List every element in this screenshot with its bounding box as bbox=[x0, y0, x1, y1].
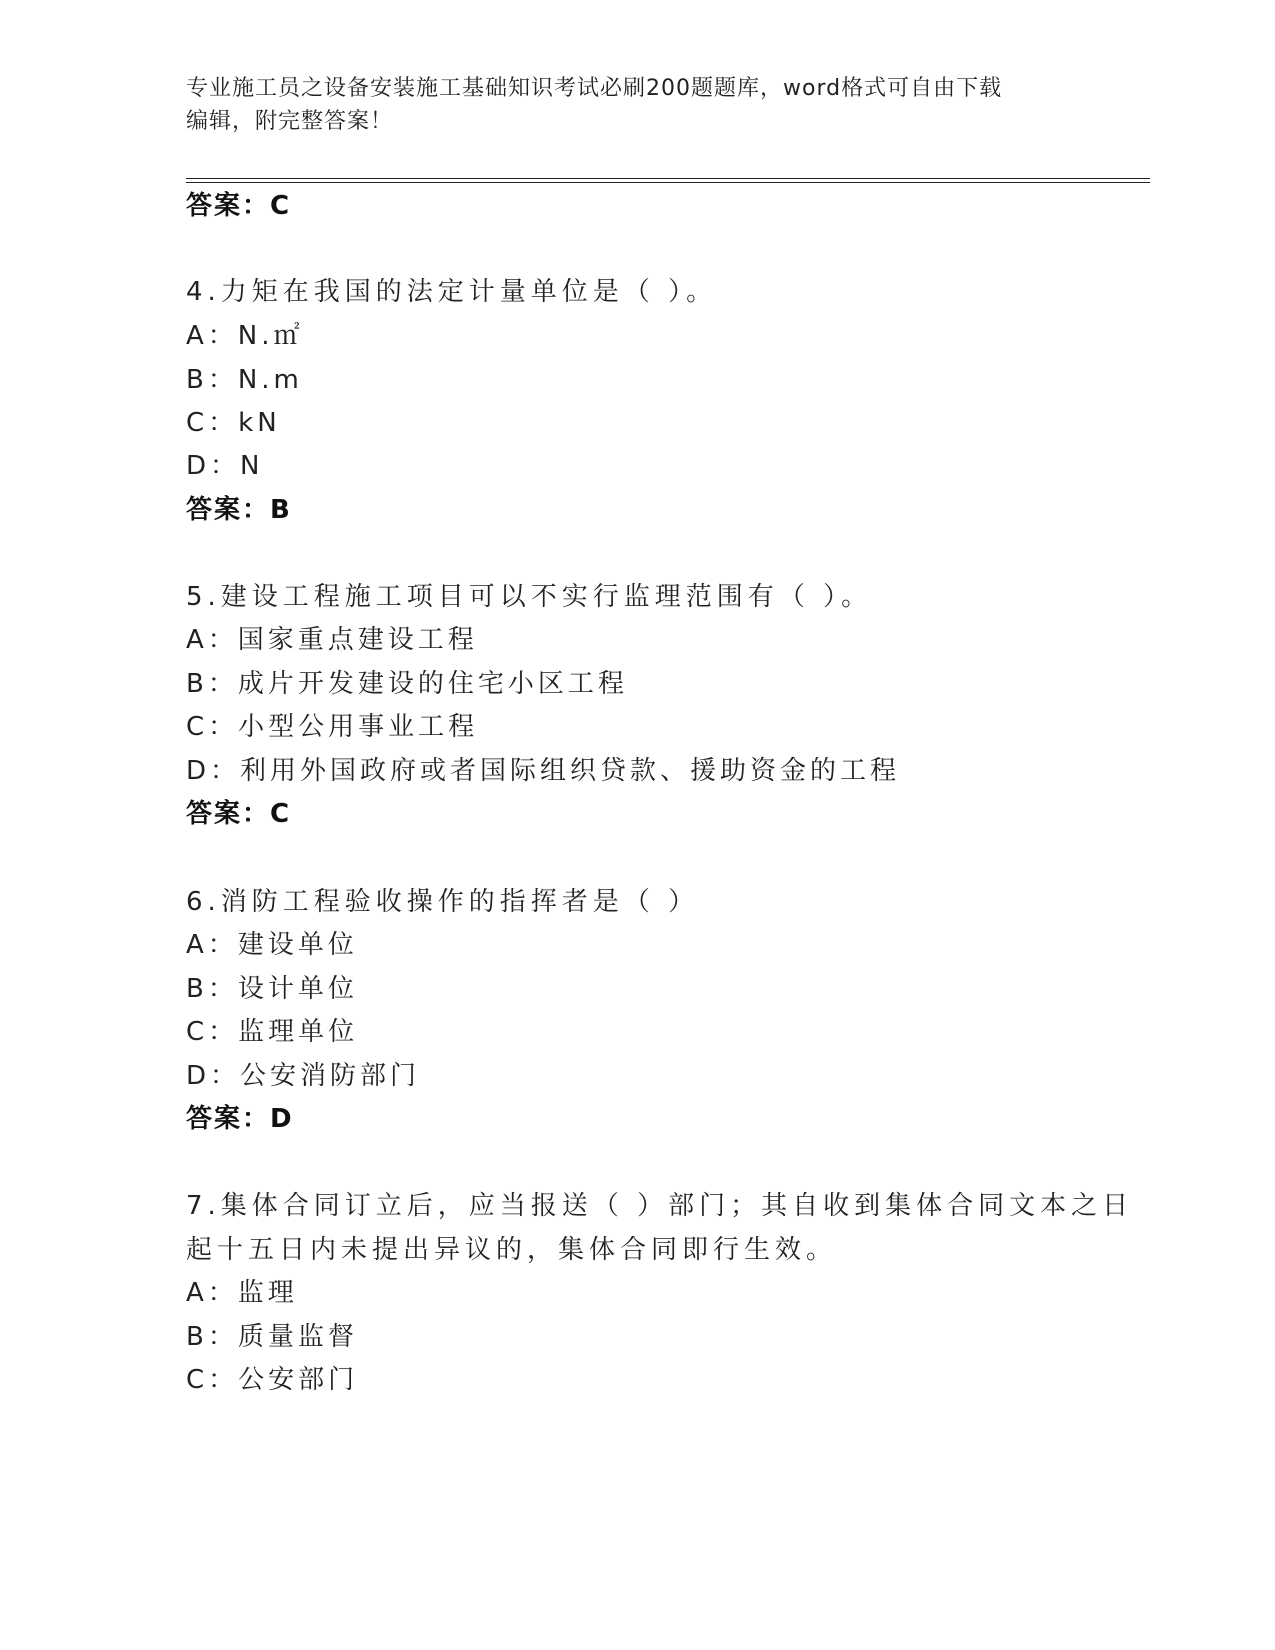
question-4-option-c: C：kN bbox=[186, 408, 281, 438]
question-6-stem: 6.消防工程验收操作的指挥者是（ ） bbox=[186, 887, 700, 917]
header-line-2: 编辑，附完整答案！ bbox=[186, 109, 394, 134]
question-6-option-d: D：公安消防部门 bbox=[186, 1061, 421, 1091]
answer-previous: 答案：C bbox=[186, 191, 292, 221]
question-4-answer: 答案：B bbox=[186, 495, 292, 525]
question-7-option-b: B：质量监督 bbox=[186, 1322, 358, 1352]
question-4-option-d: D：N bbox=[186, 451, 264, 481]
question-6-option-c: C：监理单位 bbox=[186, 1017, 359, 1047]
document-header bbox=[186, 72, 1086, 138]
question-4-option-b: B：N.m bbox=[186, 365, 303, 395]
header-divider-top bbox=[186, 178, 1150, 179]
question-6-answer: 答案：D bbox=[186, 1104, 294, 1134]
question-5-option-a: A：国家重点建设工程 bbox=[186, 625, 478, 655]
question-5-option-b: B：成片开发建设的住宅小区工程 bbox=[186, 669, 628, 699]
question-4-stem: 4.力矩在我国的法定计量单位是（ ）。 bbox=[186, 277, 718, 307]
header-line-1: 专业施工员之设备安装施工基础知识考试必刷200题题库，word格式可自由下载 bbox=[186, 76, 1003, 101]
question-5-answer: 答案：C bbox=[186, 799, 292, 829]
question-4-option-a: A：N.㎡ bbox=[186, 321, 304, 351]
question-6-option-b: B：设计单位 bbox=[186, 974, 358, 1004]
question-7-stem-line-1: 7.集体合同订立后，应当报送（ ）部门；其自收到集体合同文本之日 bbox=[186, 1191, 1134, 1221]
header-divider-bottom bbox=[186, 182, 1150, 183]
question-5-option-c: C：小型公用事业工程 bbox=[186, 712, 479, 742]
question-7-option-c: C：公安部门 bbox=[186, 1365, 359, 1395]
question-7-stem-line-2: 起十五日内未提出异议的，集体合同即行生效。 bbox=[186, 1235, 838, 1265]
question-7-option-a: A：监理 bbox=[186, 1278, 298, 1308]
question-6-option-a: A：建设单位 bbox=[186, 930, 358, 960]
question-5-option-d: D：利用外国政府或者国际组织贷款、援助资金的工程 bbox=[186, 756, 901, 786]
question-5-stem: 5.建设工程施工项目可以不实行监理范围有（ ）。 bbox=[186, 582, 873, 612]
